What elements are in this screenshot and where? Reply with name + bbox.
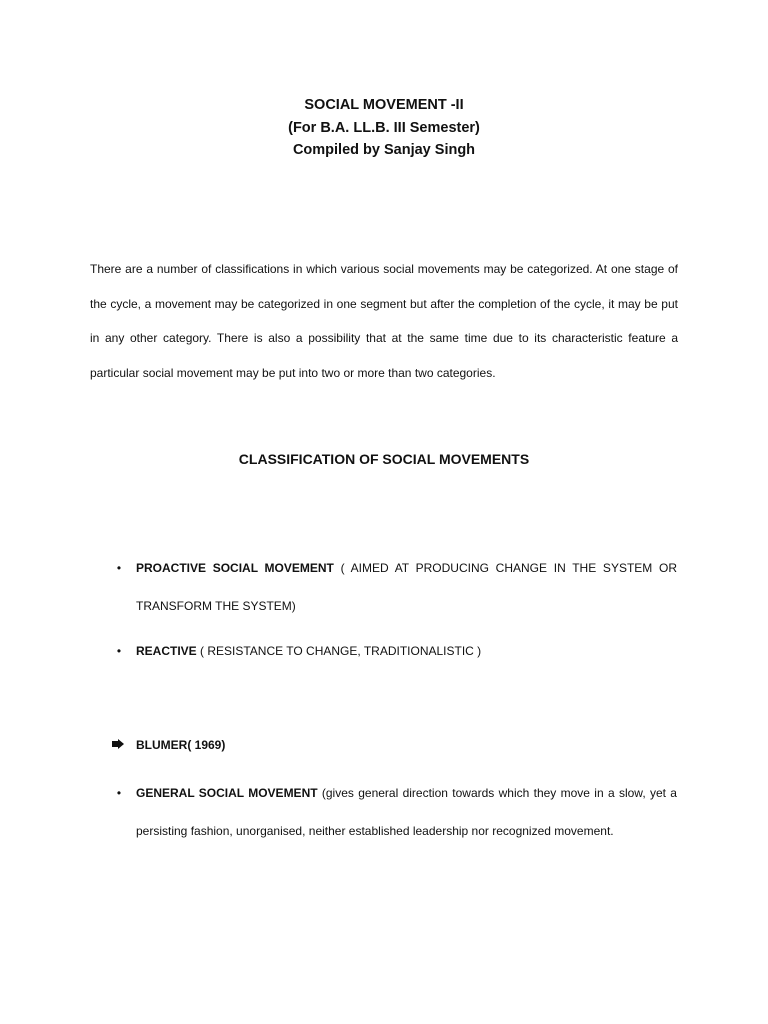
document-title: SOCIAL MOVEMENT -II <box>304 97 464 113</box>
list-item-blumer <box>136 726 677 764</box>
document-subtitle: (For B.A. LL.B. III Semester) <box>288 119 480 136</box>
right-arrow-icon <box>112 726 126 764</box>
bullet-dot: • <box>116 644 122 658</box>
document-author: Compiled by Sanjay Singh <box>292 142 476 158</box>
section-heading: CLASSIFICATION OF SOCIAL MOVEMENTS <box>238 451 530 467</box>
bullet-dot: • <box>116 561 122 575</box>
item-term: PROACTIVE SOCIAL MOVEMENT <box>136 561 334 575</box>
item-description: (gives general direction towards which they move in a slow, yet a persisting fashion, unorganised, neither established leadership nor recognized movement. <box>136 786 677 838</box>
list-item-reactive <box>116 632 677 670</box>
bullet-dot: • <box>116 786 122 800</box>
item-term: REACTIVE <box>136 644 197 658</box>
list-item-general <box>116 774 677 850</box>
item-description: ( AIMED AT PRODUCING CHANGE IN THE SYSTEM OR TRANSFORM THE SYSTEM) <box>136 561 677 613</box>
title-block <box>0 94 768 162</box>
item-description: ( RESISTANCE TO CHANGE, TRADITIONALISTIC ) <box>196 644 482 658</box>
intro-paragraph: There are a number of classifications in which various social movements may be categorized. At one stage of the cycle, a movement may be categorized in one segment but after the completion of the cycle, it may be put in any other category. There is also a possibility that at the same time due to its characteristic feature a particular social movement may be put into two or more than two categories. <box>90 262 678 380</box>
list-item-proactive <box>116 549 677 625</box>
item-term: BLUMER( 1969) <box>136 738 226 752</box>
item-term: GENERAL SOCIAL MOVEMENT <box>136 786 318 800</box>
